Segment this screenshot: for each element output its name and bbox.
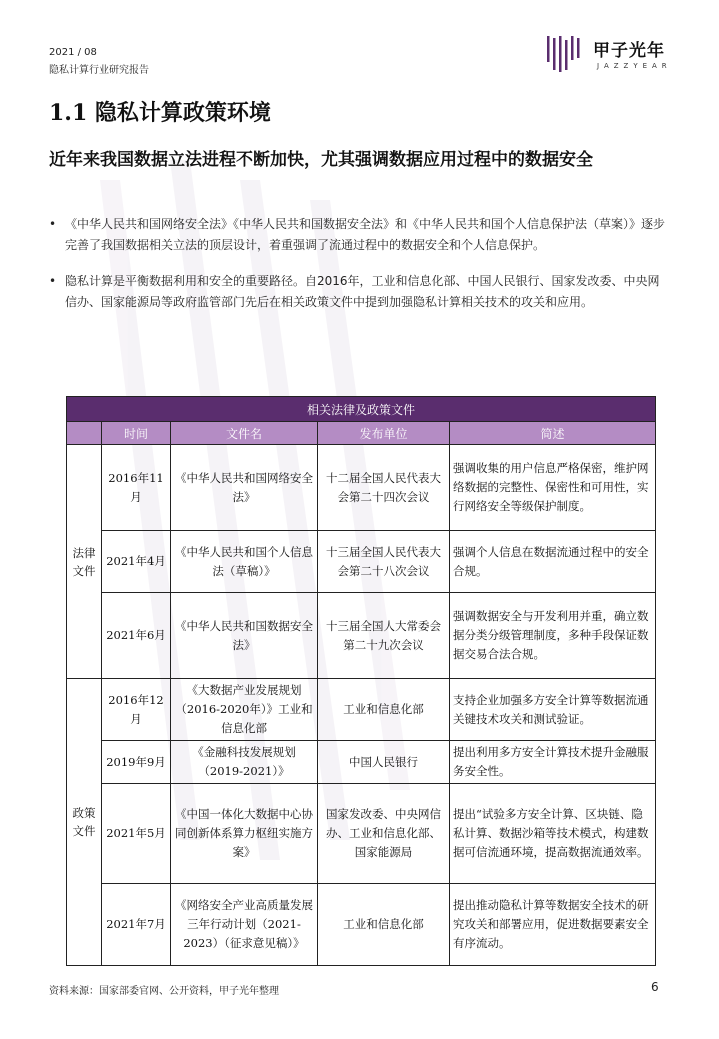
publisher-cell: 工业和信息化部: [318, 679, 450, 741]
time-cell: 2021年6月: [102, 593, 171, 679]
time-cell: 2021年7月: [102, 884, 171, 966]
document-cell: 《大数据产业发展规划（2016-2020年）》工业和信息化部: [171, 679, 318, 741]
report-date: 2021 / 08: [49, 47, 97, 58]
description-cell: 强调收集的用户信息严格保密，维护网络数据的完整性、保密性和可用性，实行网络安全等级保护制度。: [450, 445, 656, 531]
table-row: [67, 593, 656, 679]
category-cell: 政策文件: [67, 679, 102, 966]
table-row: [67, 741, 656, 784]
logo-chinese-name: 甲子光年: [593, 41, 665, 61]
bullet-item: [49, 214, 669, 256]
logo-english-name: JAZZYEAR: [597, 62, 672, 70]
bullet-dot-icon: •: [49, 274, 57, 288]
time-cell: 2019年9月: [102, 741, 171, 784]
time-cell: 2016年11月: [102, 445, 171, 531]
description-cell: 支持企业加强多方安全计算等数据流通关键技术攻关和测试验证。: [450, 679, 656, 741]
document-cell: 《网络安全产业高质量发展三年行动计划（2021-2023）（征求意见稿）》: [171, 884, 318, 966]
report-name: 隐私计算行业研究报告: [49, 65, 149, 76]
section-title: 1.1 隐私计算政策环境: [49, 100, 271, 126]
time-cell: 2021年4月: [102, 531, 171, 593]
column-header: 简述: [450, 422, 656, 445]
table-title: 相关法律及政策文件: [67, 397, 656, 422]
headline: 近年来我国数据立法进程不断加快，尤其强调数据应用过程中的数据安全: [49, 150, 593, 170]
column-header: 时间: [102, 422, 171, 445]
table-header-row: [67, 422, 656, 445]
description-cell: 强调个人信息在数据流通过程中的安全合规。: [450, 531, 656, 593]
policy-table: [66, 396, 656, 966]
publisher-cell: 十三届全国人民代表大会第二十八次会议: [318, 531, 450, 593]
time-cell: 2016年12月: [102, 679, 171, 741]
source-note: 资料来源：国家部委官网、公开资料，甲子光年整理: [49, 986, 279, 997]
description-cell: 提出“试验多方安全计算、区块链、隐私计算、数据沙箱等技术模式，构建数据可信流通环境，提高数据流通效率。: [450, 784, 656, 884]
bullet-text: 《中华人民共和国网络安全法》《中华人民共和国数据安全法》和《中华人民共和国个人信息保护法（草案）》逐步完善了我国数据相关立法的顶层设计，着重强调了流通过程中的数据安全和个人信息保护。: [65, 217, 666, 252]
time-cell: 2021年5月: [102, 784, 171, 884]
publisher-cell: 中国人民银行: [318, 741, 450, 784]
table-row: [67, 531, 656, 593]
category-cell: 法律文件: [67, 445, 102, 679]
document-cell: 《金融科技发展规划（2019-2021）》: [171, 741, 318, 784]
publisher-cell: 十三届全国人大常委会第二十九次会议: [318, 593, 450, 679]
publisher-cell: 国家发改委、中央网信办、工业和信息化部、国家能源局: [318, 784, 450, 884]
bullet-item: [49, 271, 669, 313]
column-header: [67, 422, 102, 445]
bullet-dot-icon: •: [49, 217, 57, 231]
table-row: [67, 679, 656, 741]
description-cell: 强调数据安全与开发利用并重，确立数据分类分级管理制度，多种手段保证数据交易合法合规。: [450, 593, 656, 679]
logo-bars-icon: [545, 34, 587, 74]
document-cell: 《中华人民共和国网络安全法》: [171, 445, 318, 531]
description-cell: 提出推动隐私计算等数据安全技术的研究攻关和部署应用，促进数据要素安全有序流动。: [450, 884, 656, 966]
document-cell: 《中华人民共和国个人信息法（草稿）》: [171, 531, 318, 593]
table-row: [67, 784, 656, 884]
publisher-cell: 工业和信息化部: [318, 884, 450, 966]
description-cell: 提出利用多方安全计算技术提升金融服务安全性。: [450, 741, 656, 784]
table-row: [67, 445, 656, 531]
page-number: 6: [651, 980, 659, 994]
table-row: [67, 884, 656, 966]
document-cell: 《中国一体化大数据中心协同创新体系算力枢纽实施方案》: [171, 784, 318, 884]
publisher-cell: 十二届全国人民代表大会第二十四次会议: [318, 445, 450, 531]
bullet-list: [49, 214, 669, 328]
column-header: 文件名: [171, 422, 318, 445]
bullet-text: 隐私计算是平衡数据利用和安全的重要路径。自2016年，工业和信息化部、中国人民银行、国家发改委、中央网信办、国家能源局等政府监管部门先后在相关政策文件中提到加强隐私计算相关技术的攻关和应用。: [65, 274, 660, 309]
column-header: 发布单位: [318, 422, 450, 445]
brand-logo: [545, 34, 685, 80]
document-cell: 《中华人民共和国数据安全法》: [171, 593, 318, 679]
